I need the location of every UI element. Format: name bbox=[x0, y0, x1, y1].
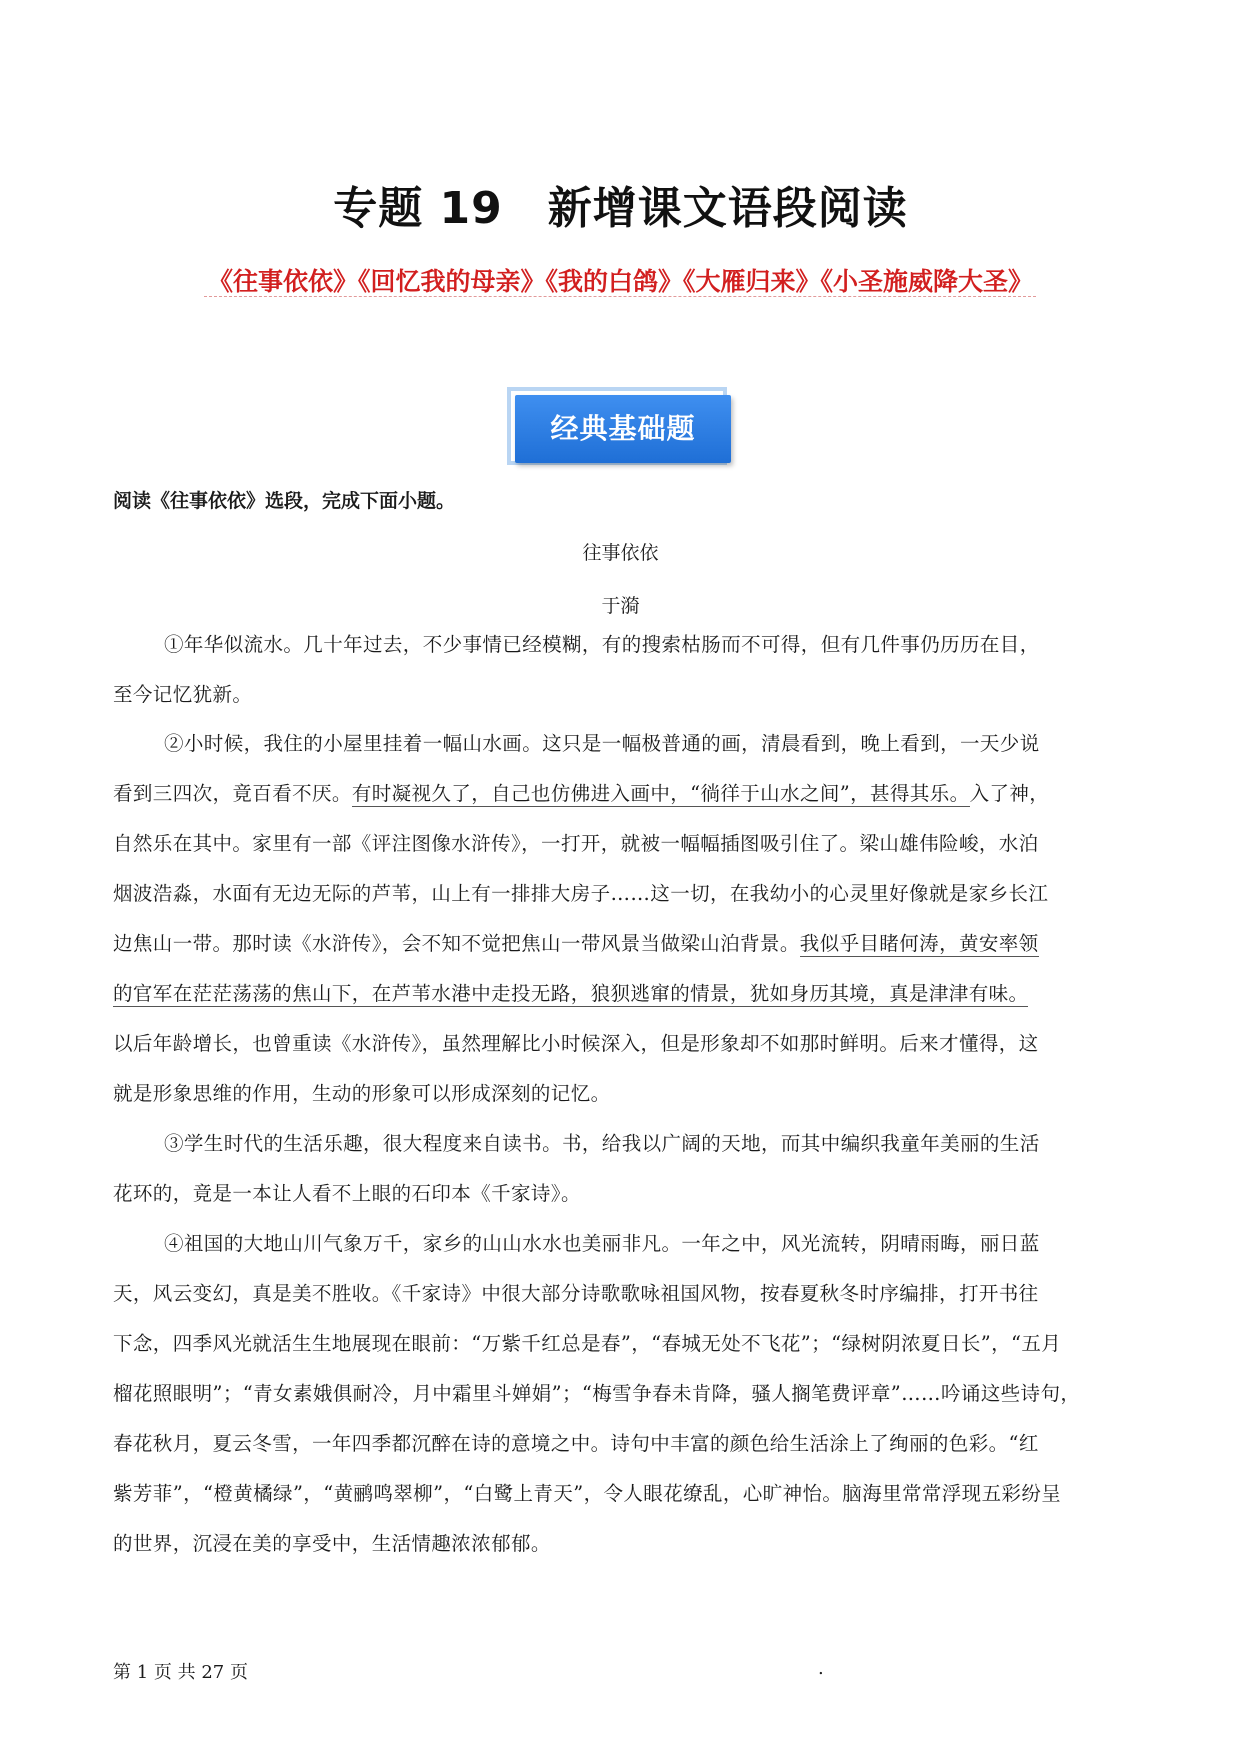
page-title: 专题 19 新增课文语段阅读 bbox=[333, 183, 908, 234]
topic-subtitle: 《往事依依》《回忆我的母亲》《我的白鸽》《大雁归来》《小圣施威降大圣》 bbox=[207, 267, 1033, 296]
paragraph-line: 以后年龄增长，也曾重读《水浒传》，虽然理解比小时候深入，但是形象却不如那时鲜明。后来才懂得，这 bbox=[113, 1032, 1039, 1055]
paragraph-line: 榴花照眼明”；“青女素娥俱耐冷，月中霜里斗婵娟”；“梅雪争春未肯降，骚人搁笔费评章”……吟诵这些诗句， bbox=[113, 1382, 1081, 1405]
paragraph-line: ①年华似流水。几十年过去，不少事情已经模糊，有的搜索枯肠而不可得，但有几件事仍历历在目， bbox=[164, 633, 1040, 656]
paragraph-line bbox=[113, 979, 1028, 1009]
paragraph-line: 的世界，沉浸在美的享受中，生活情趣浓浓郁郁。 bbox=[113, 1532, 551, 1555]
paragraph-line: 下念，四季风光就活生生地展现在眼前：“万紫千红总是春”，“春城无处不飞花”；“绿树阴浓夏日长”，“五月 bbox=[113, 1332, 1062, 1355]
paragraph-line: ②小时候，我住的小屋里挂着一幅山水画。这只是一幅极普通的画，清晨看到，晚上看到，一天少说 bbox=[164, 732, 1040, 755]
paragraph-line: 天，风云变幻，真是美不胜收。《千家诗》中很大部分诗歌歌咏祖国风物，按春夏秋冬时序编排，打开书往 bbox=[113, 1282, 1039, 1305]
subtitle-divider bbox=[204, 296, 1036, 297]
paragraph-line: 花环的，竟是一本让人看不上眼的石印本《千家诗》。 bbox=[113, 1182, 581, 1205]
article-author: 于漪 bbox=[601, 595, 640, 617]
underlined-sentence: 有时凝视久了，自己也仿佛进入画中，“徜徉于山水之间”，甚得其乐。 bbox=[351, 782, 970, 805]
paragraph-line: ③学生时代的生活乐趣，很大程度来自读书。书，给我以广阔的天地，而其中编织我童年美丽的生活 bbox=[164, 1132, 1040, 1155]
page-number: 第 1 页 共 27 页 bbox=[113, 1662, 248, 1683]
article-title: 往事依依 bbox=[582, 542, 659, 564]
section-badge-label: 经典基础题 bbox=[550, 412, 696, 445]
underlined-sentence: 的官军在茫茫荡荡的焦山下，在芦苇水港中走投无路，狼狈逃窜的情景，犹如身历其境，真是津津有味。 bbox=[113, 982, 1029, 1005]
paragraph-line: 紫芳菲”，“橙黄橘绿”，“黄鹂鸣翠柳”，“白鹭上青天”，令人眼花缭乱，心旷神怡。脑海里常常浮现五彩纷呈 bbox=[113, 1482, 1062, 1505]
footer-dot: . bbox=[818, 1658, 824, 1679]
paragraph-text: 入了神， bbox=[969, 782, 1050, 805]
paragraph-text: 看到三四次，竟百看不厌。 bbox=[113, 782, 352, 805]
paragraph-line: 春花秋月，夏云冬雪，一年四季都沉醉在诗的意境之中。诗句中丰富的颜色给生活涂上了绚丽的色彩。“红 bbox=[113, 1432, 1039, 1455]
paragraph-line: ④祖国的大地山川气象万千，家乡的山山水水也美丽非凡。一年之中，风光流转，阴晴雨晦，丽日蓝 bbox=[164, 1232, 1040, 1255]
paragraph-line: 就是形象思维的作用，生动的形象可以形成深刻的记忆。 bbox=[113, 1082, 611, 1105]
underlined-sentence: 我似乎目睹何涛，黄安率领 bbox=[799, 932, 1039, 955]
paragraph-line bbox=[113, 929, 1039, 959]
paragraph-line: 自然乐在其中。家里有一部《评注图像水浒传》，一打开，就被一幅幅插图吸引住了。梁山雄伟险峻，水泊 bbox=[113, 832, 1039, 855]
paragraph-text: 边焦山一带。那时读《水浒传》，会不知不觉把焦山一带风景当做梁山泊背景。 bbox=[113, 932, 800, 955]
paragraph-line: 烟波浩淼，水面有无边无际的芦苇，山上有一排排大房子……这一切，在我幼小的心灵里好像就是家乡长江 bbox=[113, 882, 1049, 905]
paragraph-line: 至今记忆犹新。 bbox=[113, 683, 253, 706]
paragraph-line bbox=[113, 779, 1049, 809]
reading-instruction: 阅读《往事依依》选段，完成下面小题。 bbox=[113, 490, 456, 512]
